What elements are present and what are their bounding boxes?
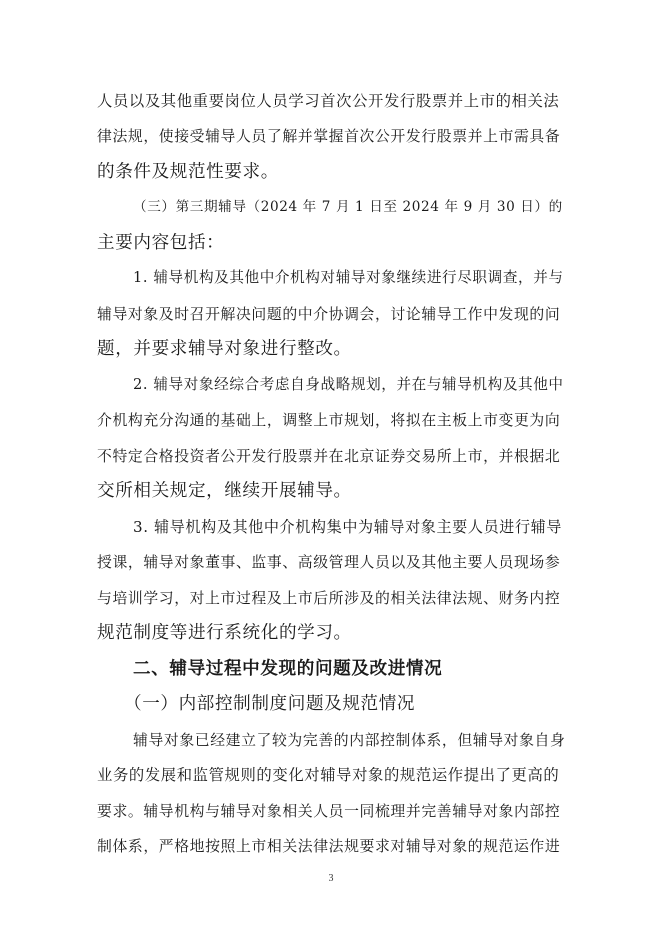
paragraph-6-line-4: 制体系，严格地按照上市相关法律法规要求对辅导对象的规范运作进 (97, 837, 561, 855)
item-3-line-2: 授课，辅导对象董事、监事、高级管理人员以及其他主要人员现场参 (97, 553, 561, 571)
paragraph-1-line-1: 人员以及其他重要岗位人员学习首次公开发行股票并上市的相关法 (97, 92, 560, 110)
paragraph-6-line-1: 辅导对象已经建立了较为完善的内部控制体系，但辅导对象自身 (133, 731, 566, 749)
item-1-line-2: 辅导对象及时召开解决问题的中介协调会，讨论辅导工作中发现的问 (97, 305, 561, 323)
section-heading: 二、辅导过程中发现的问题及改进情况 (133, 659, 443, 679)
paragraph-1-line-2: 律法规，使接受辅导人员了解并掌握首次公开发行股票并上市需具备 (97, 127, 561, 145)
item-2-line-2: 介机构充分沟通的基础上，调整上市规划，将拟在主板上市变更为向 (97, 411, 561, 429)
item-3-line-1: 3. 辅导机构及其他中介机构集中为辅导对象主要人员进行辅导 (133, 518, 563, 536)
item-2-line-1: 2. 辅导对象经综合考虑自身战略规划，并在与辅导机构及其他中 (133, 376, 564, 393)
paragraph-6-line-2: 业务的发展和监管规则的变化对辅导对象的规范运作提出了更高的 (97, 766, 560, 784)
item-2-line-3: 不特定合格投资者公开发行股票并在北京证券交易所上市，并根据北 (97, 447, 561, 465)
item-1-line-1: 1. 辅导机构及其他中介机构对辅导对象继续进行尽职调查，并与 (133, 269, 564, 286)
item-1-line-3: 题，并要求辅导对象进行整改。 (97, 339, 352, 359)
paragraph-1-line-3: 的条件及规范性要求。 (97, 162, 279, 182)
item-2-line-4: 交所相关规定，继续开展辅导。 (97, 481, 352, 501)
page-number: 3 (328, 873, 334, 884)
item-3-line-3: 与培训学习，对上市过程及上市后所涉及的相关法律法规、财务内控 (97, 589, 561, 607)
paragraph-2-line-2: 主要内容包括： (97, 233, 225, 253)
paragraph-2-line-1: （三）第三期辅导（2024 年 7 月 1 日至 2024 年 9 月 30 日）的 (133, 199, 563, 215)
item-3-line-4: 规范制度等进行系统化的学习。 (97, 623, 352, 643)
paragraph-6-line-3: 要求。辅导机构与辅导对象相关人员一同梳理并完善辅导对象内部控 (97, 802, 561, 820)
sub-heading: （一）内部控制制度问题及规范情况 (124, 694, 416, 714)
